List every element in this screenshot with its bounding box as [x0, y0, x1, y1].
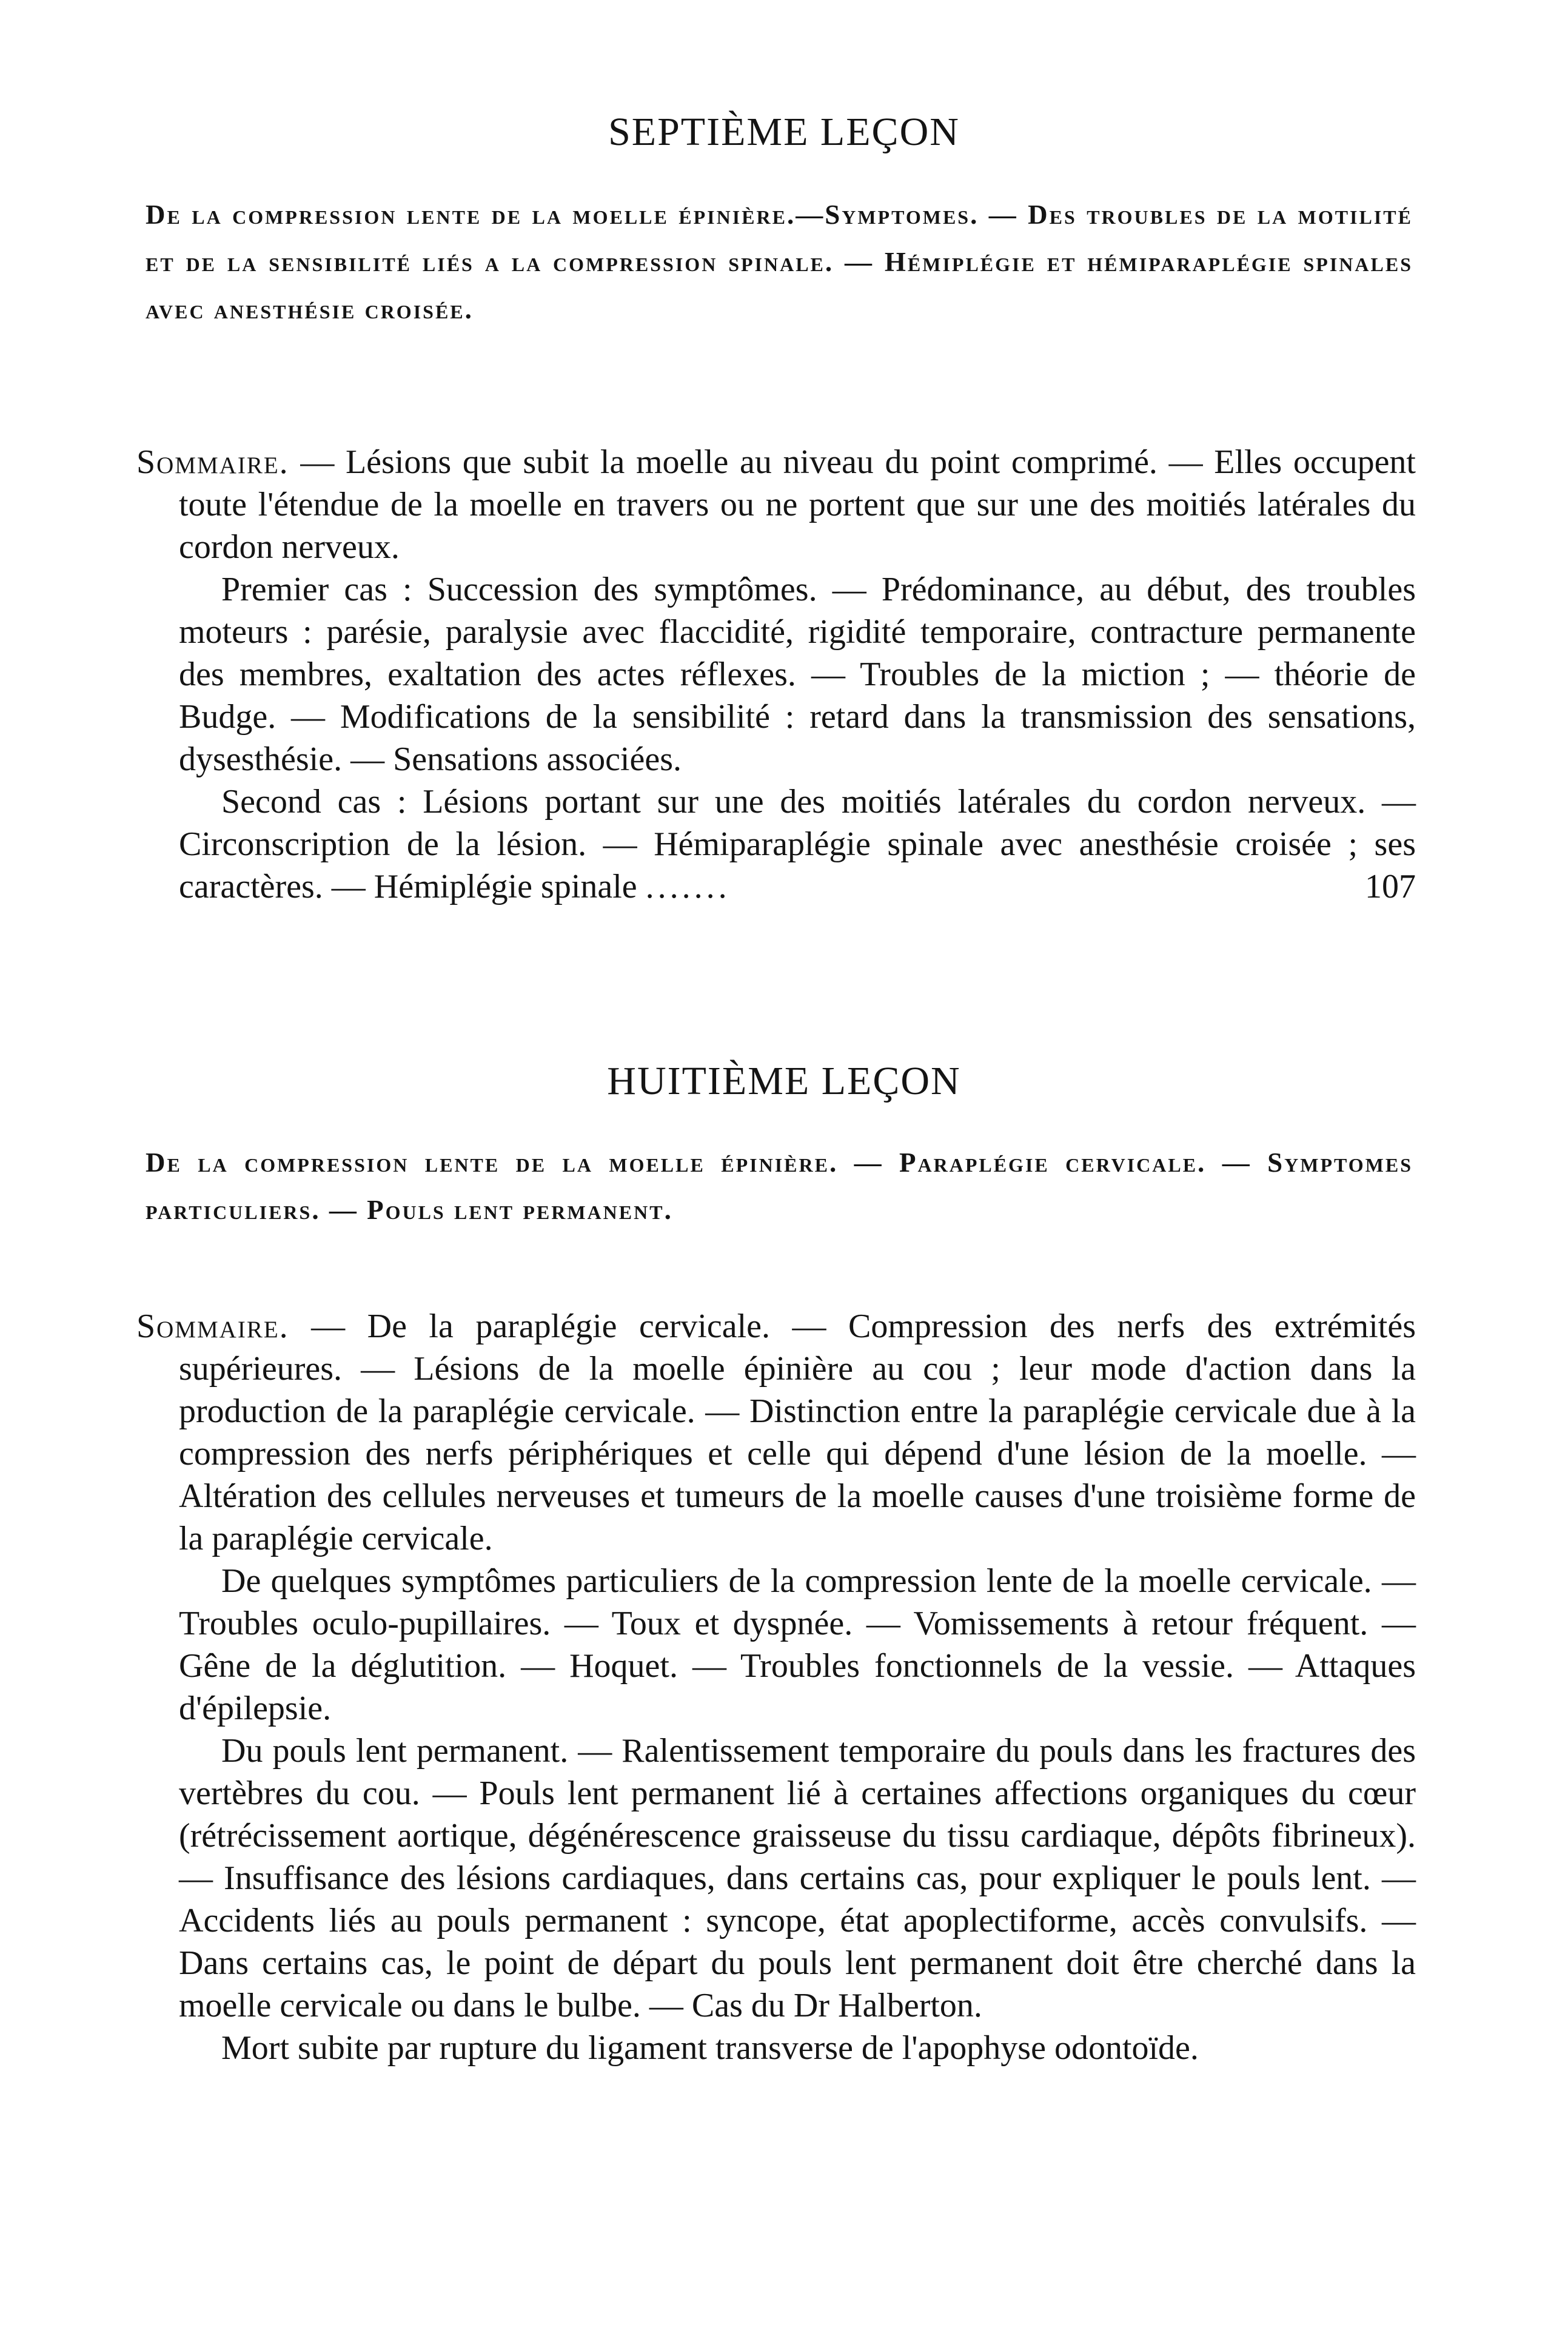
sommaire-paragraph — [136, 2027, 1416, 2069]
sommaire-paragraph — [136, 781, 1416, 908]
paragraph-text: Du pouls lent permanent. — Ralentissement temporaire du pouls dans les fractures des vertèbres du cou. — Pouls lent permanent lié à certaines affections organiques du cœur (rétrécissement aortique, dégénérescence graisseuse du tissu cardiaque, dépôts fibrineux). — Insuffisance des lésions cardiaques, dans certains cas, pour expliquer le pouls lent. — Accidents liés au pouls permanent : syncope, état apoplectiforme, accès convulsifs. — Dans certains cas, le point de départ du pouls lent permanent doit être cherché dans la moelle cervicale ou dans le bulbe. — Cas du Dr Halberton. — [179, 1732, 1416, 2024]
lecon-heading: De la compression lente de la moelle épinière. — Paraplégie cervicale. — Symptomes particuliers. — Pouls lent permanent. — [146, 1147, 1413, 1225]
sommaire-paragraph — [136, 568, 1416, 781]
dot-leaders: ....... — [645, 868, 731, 905]
paragraph-text: Premier cas : Succession des symptômes. — Prédominance, au début, des troubles moteurs : parésie, paralysie avec flaccidité, rigidité temporaire, contracture permanente des membres, exaltation des actes réflexes. — Troubles de la miction ; — théorie de Budge. — Modifications de la sensibilité : retard dans la transmission des sensations, dysesthésie. — Sensations associées. — [179, 571, 1416, 778]
sommaire-paragraph — [136, 1730, 1416, 2027]
lecon-title: HUITIÈME LEÇON — [607, 1059, 961, 1103]
paragraph-text: De quelques symptômes particuliers de la compression lente de la moelle cervicale. — Troubles oculo-pupillaires. — Toux et dyspnée. — Vomissements à retour fréquent. — Gêne de la déglutition. — Hoquet. — Troubles fonctionnels de la vessie. — Attaques d'épilepsie. — [179, 1562, 1416, 1727]
sommaire-label: Sommaire. — [136, 443, 289, 481]
sommaire-label: Sommaire. — [136, 1308, 289, 1345]
page-number: 107 — [1365, 868, 1416, 905]
sommaire-block — [136, 1305, 1416, 2069]
lecon-heading: De la compression lente de la moelle épinière.—Symptomes. — Des troubles de la motilité et de la sensibilité liés a la compression spinale. — Hémiplégie et hémiparaplégie spinales avec anesthésie croisée. — [146, 200, 1413, 324]
sommaire-text: — Lésions que subit la moelle au niveau du point comprimé. — Elles occupent toute l'étendue de la moelle en travers ou ne portent que sur une des moitiés latérales du cordon nerveux. — [179, 443, 1416, 566]
sommaire-text: — De la paraplégie cervicale. — Compression des nerfs des extrémités supérieures. — Lésions de la moelle épinière au cou ; leur mode d'action dans la production de la paraplégie cervicale. — Distinction entre la paraplégie cervicale due à la compression des nerfs périphériques et celle qui dépend d'une lésion de la moelle. — Altération des cellules nerveuses et tumeurs de la moelle causes d'une troisième forme de la paraplégie cervicale. — [179, 1308, 1416, 1557]
sommaire-paragraph — [136, 1560, 1416, 1730]
paragraph-text: Mort subite par rupture du ligament transverse de l'apophyse odontoïde. — [221, 2029, 1199, 2067]
sommaire-intro — [136, 1305, 1416, 1560]
lecon-title: SEPTIÈME LEÇON — [608, 110, 960, 154]
sommaire-intro — [136, 441, 1416, 568]
sommaire-block — [136, 441, 1416, 908]
paragraph-text: Second cas : Lésions portant sur une des moitiés latérales du cordon nerveux. — Circonscription de la lésion. — Hémiparaplégie spinale avec anesthésie croisée ; ses caractères. — Hémiplégie spinale — [179, 783, 1416, 905]
